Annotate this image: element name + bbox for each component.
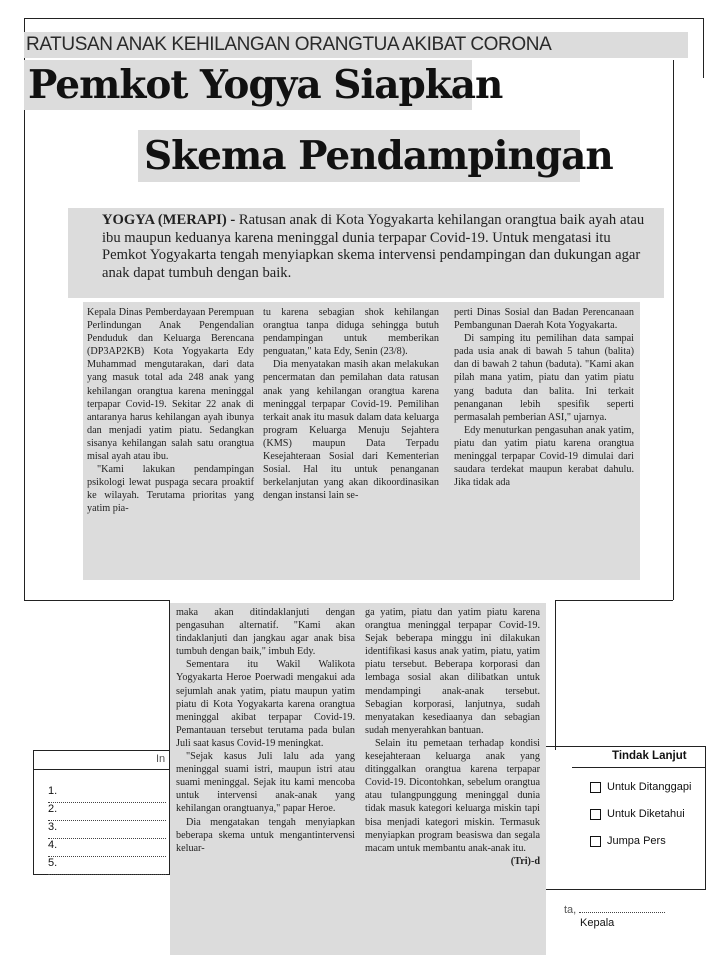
- col4-paragraph-2: Sementara itu Wakil Walikota Yogyakarta Heroe Poerwadi mengakui ada sejumlah anak yatim, piatu maupun yatim piatu di Kota Yogyakarta karena orangtua meninggal akibat terpapar Covid-19. Pemantauan tersebut terutama pada bulan Juli saat kasus Covid-19 meningkat.: [176, 659, 355, 749]
- headline-line-2: Skema Pendampingan: [138, 130, 580, 182]
- option-ditanggapi[interactable]: [590, 781, 691, 793]
- col3-paragraph-1: perti Dinas Sosial dan Badan Perencanaan Pembangunan Daerah Kota Yogyakarta.: [454, 307, 634, 332]
- form-number: 5.: [48, 857, 58, 869]
- dateline: [82, 212, 654, 282]
- option-label: Untuk Ditanggapi: [607, 781, 692, 793]
- col4-paragraph-3: "Sejak kasus Juli lalu ada yang meninggal suami istri, maupun istri atau suami meninggal. Sejak itu kami mencoba untuk intervensi anak-anak yang kehilangan orangtuanya," papar Heroe.: [176, 751, 355, 815]
- form-line-3: [48, 821, 166, 839]
- body-column-3: [444, 302, 640, 580]
- col1-paragraph-1: Kepala Dinas Pemberdayaan Perempuan Perlindungan Anak Pengendalian Penduduk dan Keluarga Berencana (DP3AP2KB) Kota Yogyakarta Edy Muhammad mengutarakan, dari data yang masuk total ada 248 anak yang kehilangan orangtua karena meninggal terpapar Covid-19. Sekitar 22 anak di antaranya harus kehilangan ayah ibunya dan menjadi yatim piatu. Sedangkan sisanya kehilangan salah satu orangtua misal ayah atau ibu.: [87, 307, 254, 463]
- lead-paragraph: [68, 208, 664, 298]
- col3-paragraph-3: Edy menuturkan pengasuhan anak yatim, piatu dan yatim piatu karena orangtua meninggal terpapar Covid-19 dimulai dari saudara terdekat maupun kerabat dahulu. Jika tidak ada: [454, 424, 634, 489]
- form-line-1: [48, 785, 166, 803]
- tindak-lanjut-title: Tindak Lanjut: [612, 750, 687, 762]
- checkbox-jumpa-pers[interactable]: [590, 836, 601, 847]
- article-kicker: RATUSAN ANAK KEHILANGAN ORANGTUA AKIBAT CORONA: [24, 32, 688, 58]
- option-label: Jumpa Pers: [607, 835, 666, 847]
- headline-line-1: Pemkot Yogya Siapkan: [24, 60, 472, 110]
- body-column-4: [170, 603, 360, 955]
- body-column-2: [258, 302, 444, 580]
- col2-paragraph-1: tu karena sebagian shok kehilangan orangtua tanpa diduga sehingga butuh pendampingan untuk memberikan penguatan," kata Edy, Senin (23/8).: [263, 307, 439, 358]
- signature-role: Kepala: [580, 917, 615, 929]
- form-list-box: [33, 750, 170, 875]
- col1-paragraph-2: "Kami lakukan pendampingan psikologi lewat puspaga secara proaktif ke wilayah. Terutama prioritas yang yatim pia-: [87, 464, 254, 515]
- frame-inner-right: [555, 600, 556, 750]
- frame-top-line: [24, 18, 704, 19]
- lead-text: Ratusan anak di Kota Yogyakarta kehilangan orangtua baik ayah atau ibu maupun keduanya karena meninggal dunia terpapar Covid-19. Untuk mengatasi itu Pemkot Yogyakarta tengah menyiapkan skema intervensi pendampingan dan dukungan agar anak dapat tumbuh dengan baik.: [102, 212, 645, 281]
- col5-paragraph-2: Selain itu pemetaan terhadap kondisi kesejahteraan keluarga anak yang ditinggalkan orangtua karena terpapar Covid-19. Dicontohkan, sebelum orangtua atau tulangpunggung meninggal dunia tidak masuk kategori keluarga miskin tapi bisa menjadi kategori miskin. Termasuk menyiapkan program beasiswa dan segala macam untuk membantu anak-anak itu.: [365, 737, 540, 854]
- frame-right-line: [703, 18, 704, 78]
- form-number: 1.: [48, 785, 58, 797]
- checkbox-ditanggapi[interactable]: [590, 782, 601, 793]
- form-number: 2.: [48, 803, 58, 815]
- article-byline: (Tri)-d: [510, 855, 540, 867]
- option-diketahui[interactable]: [590, 808, 685, 820]
- checkbox-diketahui[interactable]: [590, 809, 601, 820]
- signature-date-field: [579, 912, 665, 913]
- form-line-5: [48, 857, 166, 875]
- col4-paragraph-1: maka akan ditindaklanjuti dengan pengasuhan alternatif. "Kami akan tindaklanjuti dan jangkau agar anak bisa tumbuh dengan baik," imbuh Edy.: [176, 607, 355, 658]
- form-numbered-list: [48, 785, 166, 875]
- form-number: 4.: [48, 839, 58, 851]
- frame-mid-left-vline: [24, 230, 25, 600]
- dateline-text: YOGYA (MERAPI) -: [102, 212, 236, 228]
- form-number: 3.: [48, 821, 58, 833]
- form-line-4: [48, 839, 166, 857]
- tindak-lanjut-box: [546, 746, 706, 890]
- col3-paragraph-2: Di samping itu pemilihan data sampai pada usia anak di bawah 5 tahun (balita) dan di bawah 2 tahun (baduta). "Kami akan pilah mana yatim, piatu dan yatim piatu yang baduta dan balita. Ini terkait penanganan lebih spesifik seperti permasalah pemberian ASI," ujarnya.: [454, 333, 634, 423]
- body-column-5: [360, 603, 546, 955]
- col4-paragraph-4: Dia mengatakan tengah menyiapkan beberapa skema untuk mengantintervensi keluar-: [176, 816, 355, 854]
- option-jumpa-pers[interactable]: [590, 835, 666, 847]
- option-label: Untuk Diketahui: [607, 808, 685, 820]
- frame-right-line-lower: [673, 60, 674, 600]
- col2-paragraph-2: Dia menyatakan masih akan melakukan pencermatan dan pemilahan data ratusan anak yang kehilangan orangtua karena meninggal terpapar Covid-19. Pemilihan terkait anak itu masuk dalam data keluarga program Keluarga Menuju Sejahtera (KMS) maupun Data Terpadu Kesejahteraan Sosial dari Kementerian Sosial. Hal itu untuk penanganan berkelanjutan yang akan dikoordinasikan dengan instansi lain se-: [263, 359, 439, 502]
- tindak-header-line: [572, 767, 706, 768]
- body-column-1: [83, 302, 258, 580]
- signature-prefix: ta,: [564, 904, 577, 916]
- frame-mid-left-line: [24, 600, 169, 601]
- form-list-header: In: [156, 753, 166, 765]
- signature-date-line: [564, 904, 665, 916]
- form-list-header-line: [34, 769, 169, 770]
- frame-mid-right-line: [555, 600, 673, 601]
- form-line-2: [48, 803, 166, 821]
- col5-paragraph-1: ga yatim, piatu dan yatim piatu karena orangtua meninggal terpapar Covid-19. Sejak beberapa minggu ini dilakukan identifikasi kasus anak yatim, piatu, yatim piatu tersebut. Beberapa korporasi dan lembaga sosial akan dilibatkan untuk mendampingi anak-anak tersebut. Sebagian korporasi, lanjutnya, sudah menyatakan kesediaanya dan sebagian sudah menyerahkan bantuan.: [365, 607, 540, 736]
